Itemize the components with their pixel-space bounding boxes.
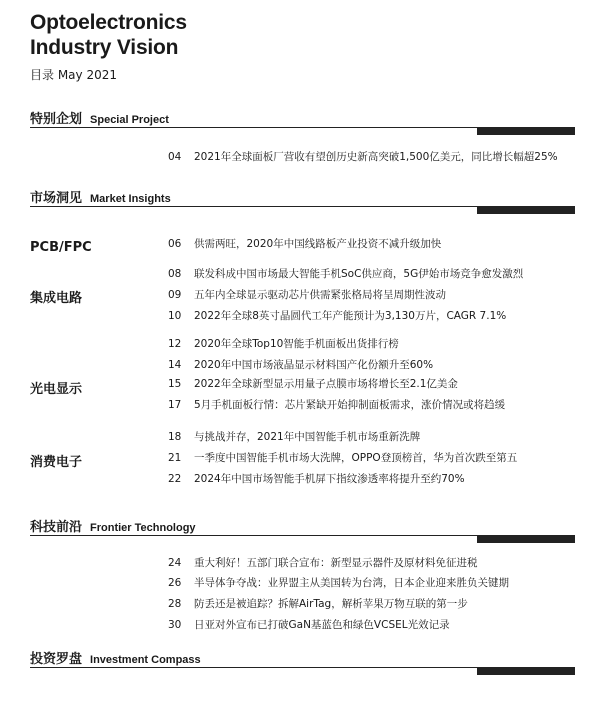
entry-title: 一季度中国智能手机市场大洗牌，OPPO登顶榜首，华为首次跌至第五 (194, 452, 518, 464)
entry-title: 2021年全球面板厂营收有望创历史新高突破1,500亿美元，同比增长幅超25% (194, 151, 558, 163)
toc-entry[interactable] (168, 472, 465, 486)
page-number: 09 (168, 289, 182, 301)
page-number: 24 (168, 557, 182, 569)
title-line-2: Industry Vision (30, 36, 179, 59)
section-bar (477, 667, 575, 675)
section-bar (477, 535, 575, 543)
entry-title: 5月手机面板行情：芯片紧缺开始抑制面板需求，涨价情况或将趋缓 (194, 399, 506, 411)
page-number: 08 (168, 268, 182, 280)
category-opto-display: 光电显示 (30, 382, 83, 397)
page-number: 12 (168, 338, 182, 350)
toc-entry[interactable] (168, 398, 505, 412)
page-number: 26 (168, 577, 182, 589)
entry-title: 重大利好！五部门联合宣布：新型显示器件及原材料免征进税 (194, 557, 478, 569)
section-bar (477, 206, 575, 214)
toc-entry[interactable] (168, 267, 523, 281)
toc-entry[interactable] (168, 237, 441, 251)
page-number: 10 (168, 310, 182, 322)
section-label-en: Investment Compass (90, 654, 201, 666)
entry-title: 供需两旺，2020年中国线路板产业投资不减升级加快 (194, 238, 442, 250)
entry-title: 2020年中国市场液晶显示材料国产化份额升至60% (194, 359, 434, 371)
page-number: 21 (168, 452, 182, 464)
category-pcb-fpc: PCB/FPC (30, 240, 92, 255)
section-label-en: Frontier Technology (90, 522, 196, 534)
section-label-en: Market Insights (90, 193, 171, 205)
entry-title: 日亚对外宣布已打破GaN基蓝色和绿色VCSEL光效记录 (194, 619, 450, 631)
subtitle: 目录 May 2021 (30, 68, 117, 82)
toc-entry[interactable] (168, 309, 506, 323)
section-label-zh: 市场洞见 (30, 191, 83, 206)
toc-entry[interactable] (168, 358, 433, 372)
entry-title: 五年内全球显示驱动芯片供需紧张格局将呈周期性波动 (194, 289, 446, 301)
page-number: 22 (168, 473, 182, 485)
entry-title: 半导体争夺战：业界盟主从美国转为台湾，日本企业迎来胜负关键期 (194, 577, 509, 589)
toc-entry[interactable] (168, 576, 509, 590)
toc-entry[interactable] (168, 451, 517, 465)
page-number: 17 (168, 399, 182, 411)
entry-title: 联发科成中国市场最大智能手机SoC供应商，5G伊始市场竞争愈发激烈 (194, 268, 524, 280)
entry-title: 2022年全球新型显示用量子点膜市场将增长至2.1亿美金 (194, 378, 458, 390)
section-investment-compass (30, 648, 201, 666)
toc-entry[interactable] (168, 618, 450, 632)
page-number: 14 (168, 359, 182, 371)
title-line-1: Optoelectronics (30, 11, 187, 34)
toc-entry[interactable] (168, 288, 446, 302)
entry-title: 防丢还是被追踪？拆解AirTag，解析苹果万物互联的第一步 (194, 598, 468, 610)
page-title (30, 10, 187, 60)
entry-title: 2024年中国市场智能手机屏下指纹渗透率将提升至约70% (194, 473, 465, 485)
page-number: 04 (168, 151, 182, 163)
entry-title: 2022年全球8英寸晶圆代工年产能预计为3,130万片，CAGR 7.1% (194, 310, 507, 322)
section-bar (477, 127, 575, 135)
page-number: 06 (168, 238, 182, 250)
page-number: 18 (168, 431, 182, 443)
category-ic: 集成电路 (30, 291, 83, 306)
section-market-insights (30, 187, 171, 205)
category-consumer-electronics: 消费电子 (30, 455, 83, 470)
toc-entry[interactable] (168, 150, 558, 164)
page-number: 15 (168, 378, 182, 390)
toc-entry[interactable] (168, 430, 420, 444)
section-label-en: Special Project (90, 114, 169, 126)
toc-entry[interactable] (168, 337, 399, 351)
toc-entry[interactable] (168, 597, 468, 611)
section-label-zh: 投资罗盘 (30, 652, 83, 667)
entry-title: 2020年全球Top10智能手机面板出货排行榜 (194, 338, 399, 350)
page-number: 28 (168, 598, 182, 610)
toc-entry[interactable] (168, 377, 458, 391)
section-label-zh: 特别企划 (30, 112, 83, 127)
section-special-project (30, 108, 169, 126)
entry-title: 与挑战并存，2021年中国智能手机市场重新洗牌 (194, 431, 421, 443)
section-frontier-technology (30, 516, 196, 534)
toc-entry[interactable] (168, 556, 478, 570)
page-number: 30 (168, 619, 182, 631)
section-label-zh: 科技前沿 (30, 520, 83, 535)
